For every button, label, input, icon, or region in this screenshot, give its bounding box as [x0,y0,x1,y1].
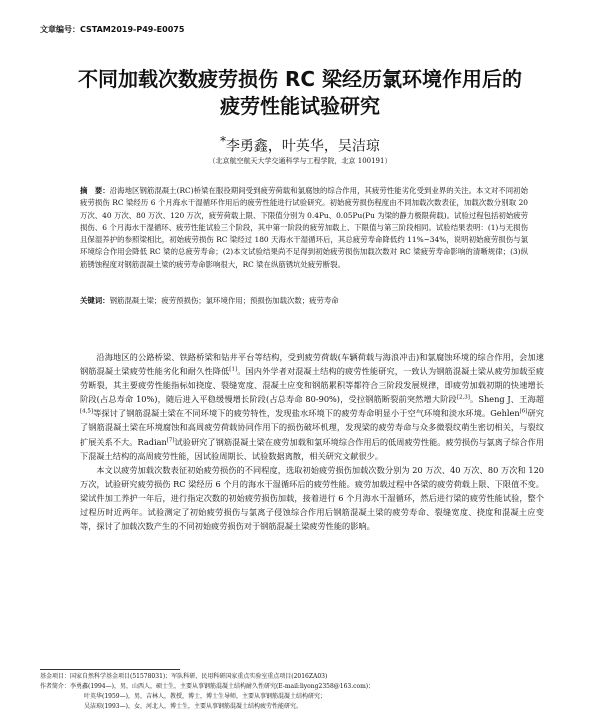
corresponding-marker: * [220,134,226,148]
body-paragraph-2: 本文以疲劳加载次数表征初始疲劳损伤的不同程度，选取初始疲劳损伤加载次数分别为 20 万次、40 万次、80 万次和 120 万次，试验研究疲劳损伤 RC 梁经历 6 个月的海水干湿循环后的疲劳性能。疲劳加载过程中各梁的疲劳荷载上限、下限值不变。梁试件加工养护一年后，进行指定次数的初始疲劳损伤加载，接着进行 6 个月海水干湿循环，然后进行梁的疲劳性能试验，整个过程历时近两年。试验测定了初始疲劳损伤与氯离子侵蚀综合作用后钢筋混凝土梁的疲劳寿命、裂缝宽度、挠度和混凝土应变等，探讨了加载次数产生的不同初始疲劳损伤对于钢筋混凝土梁疲劳性能的影响。 [80,464,544,532]
footnote-divider [40,669,180,670]
affiliation: （北京航空航天大学交通科学与工程学院，北京 100191） [208,157,392,165]
author-bio-3: 吴洁琼(1993—)，女，河北人，博士生，主要从事钢筋混凝土结构疲劳性能研究。 [84,703,302,710]
body-text-run: 沿海地区的公路桥梁、铁路桥梁和钻井平台等结构，受到疲劳荷载(车辆荷载与海浪冲击)和氯腐蚀环境的综合作用，会加速钢筋混凝土梁疲劳性能劣化和耐久性降低 [80,352,544,377]
body-text-run: 研究了钢筋混凝土梁在环境腐蚀和高周疲劳荷载协同作用下的损伤破坏机理，发现梁的疲劳寿命与众多微裂纹萌生密切相关，与裂纹扩展关系不大。Radian [80,408,544,447]
footnotes [40,672,560,712]
bio-text: 李勇鑫(1994—)，男，山西人，硕士生，主要从事钢筋混凝土结构耐久性研究(E-mail:liyong2358@163.com)； [70,683,375,690]
body-text-run: 。Sheng J、王海超 [469,394,544,405]
body-text-run: 试验研究了钢筋混凝土梁在疲劳加载和氯环境综合作用后的低周疲劳性能。疲劳损伤与氯离子综合作用下混凝土结构的高周疲劳性能，因试验周期长、试验数据离散，相关研究文献很少。 [80,436,544,461]
body-text-run: 等探讨了钢筋混凝土梁在不同环境下的疲劳特性，发现盐水环境下的疲劳寿命明显小于空气环境和淡水环境。Gehlen [93,408,520,419]
bio-label: 作者简介： [40,683,71,690]
citation: [4,5] [80,408,94,415]
title-line-1: 不同加载次数疲劳损伤 RC 梁经历氯环境作用后的 [77,67,522,91]
abstract [80,185,528,271]
citation: [2,3] [456,394,470,401]
author-names: 李勇鑫，叶英华，吴洁琼 [225,138,380,155]
body-text-run: 。国内外学者对混凝土结构的疲劳性能研究，一致认为钢筋混凝土梁从疲劳加载至疲劳断裂，其主要疲劳性能指标如挠度、裂缝宽度、混凝土应变和钢筋累积等都符合三阶段发展规律，即疲劳加载初期的快速增长阶段(占总寿命 10%)，随后进入平稳缓慢增长阶段(占总寿命 80-90%)，受拉钢筋断裂前突然增大阶段 [80,366,544,405]
body-text [80,350,544,533]
citation: [6] [519,408,528,415]
keywords [80,295,528,307]
citation: [7] [166,436,175,443]
paper-title [40,66,560,120]
abstract-text: 沿海地区钢筋混凝土(RC)桥梁在服役期间受到疲劳荷载和氯腐蚀的综合作用，其疲劳性能劣化受到业界的关注。本文对不同初始疲劳损伤 RC 梁经历 6 个月海水干湿循环作用后的疲劳性能进行试验研究。初始疲劳损伤程度由不同加载次数表征，加载次数分别取 20 万次、40 万次、80 万次、120 万次，疲劳荷载上限、下限值分别为 0.4Pu、0.05Pu(Pu 为梁的静力极限荷载)。试验过程包括初始疲劳损伤、6 个月海水干湿循环、疲劳性能试验三个阶段，其中第一阶段的疲劳加载上、下限值与第三阶段相同。试验结果表明：(1)与无损伤且保湿养护的参照梁相比，初始疲劳损伤 RC 梁经过 180 天海水干湿循环后，其总疲劳寿命降低约 11%~34%，说明初始疲劳损伤与氯环境综合作用会降低 RC 梁的总疲劳寿命；(2)本文试验结果尚不足得到初始疲劳损伤加载次数对 RC 梁疲劳寿命影响的清晰规律；(3)纵筋锈蚀程度对钢筋混凝土梁的疲劳寿命影响很大，RC 梁在纵筋锈坑处疲劳断裂。 [80,186,528,269]
abstract-label: 摘 要： [80,186,110,195]
keywords-text: 钢筋混凝土梁；疲劳预损伤；氯环境作用；预损伤加载次数；疲劳寿命 [109,296,339,305]
author-list [0,134,600,156]
article-number: 文章编号：CSTAM2019-P49-E0075 [40,25,185,34]
author-bio-2: 叶英华(1959—)，男，吉林人，教授，博士，博士生导师，主要从事钢筋混凝土结构研究； [84,693,326,700]
author-bio-1 [40,682,560,692]
citation: [1] [229,366,238,373]
body-paragraph-1 [80,350,544,463]
keywords-label: 关键词： [80,296,110,305]
fund-note: 基金项目：国家自然科学基金项目(51578031)；军队科研、民用科研国家重点实验室重点项目(2016ZA03) [40,673,328,680]
title-line-2: 疲劳性能试验研究 [220,94,380,118]
